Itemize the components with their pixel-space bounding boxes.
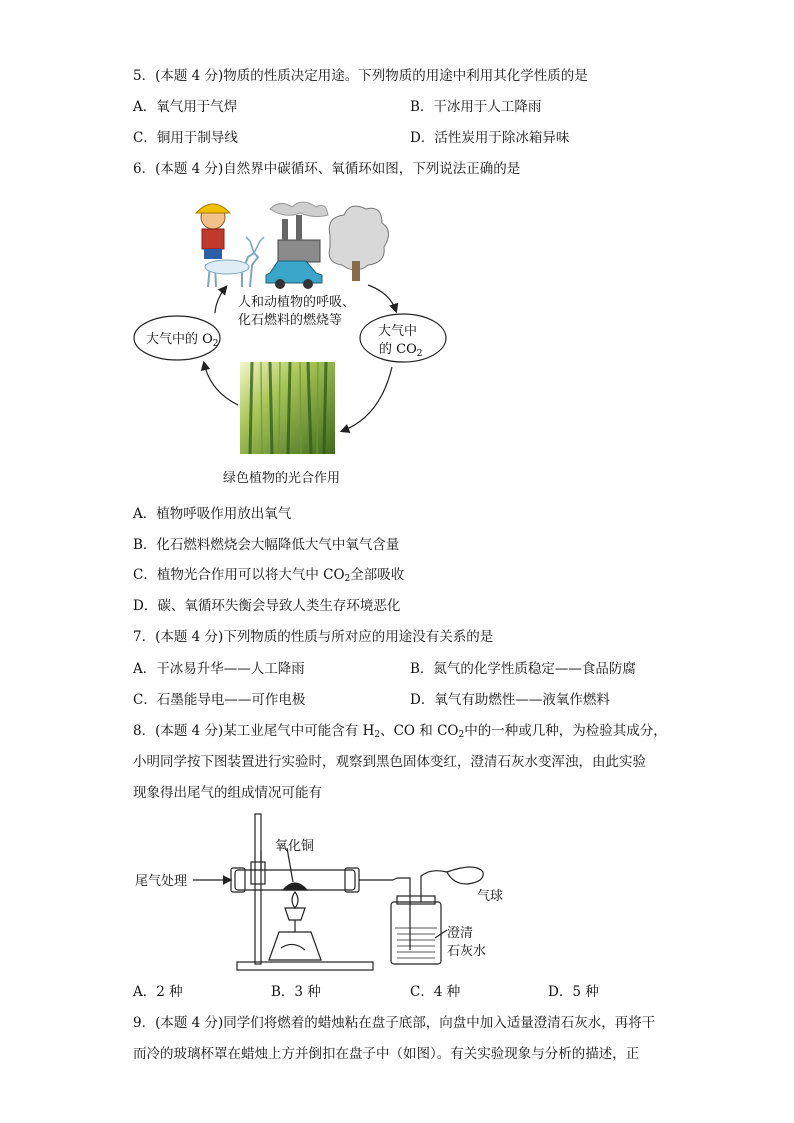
q7-option-a: A．干冰易升华——人工降雨 <box>133 661 305 677</box>
q6-option-a: A．植物呼吸作用放出氧气 <box>133 506 292 522</box>
limewater-label-1: 澄清 <box>447 926 474 941</box>
q5-option-d: D．活性炭用于除冰箱异味 <box>410 130 570 146</box>
q6-option-b: B．化石燃料燃烧会大幅降低大气中氧气含量 <box>133 537 400 553</box>
balloon <box>447 867 483 884</box>
q8-option-d: D．5 种 <box>548 984 599 1000</box>
q5-option-a: A．氧气用于气焊 <box>133 99 238 115</box>
q8-stem-line-3: 现象得出尾气的组成情况可能有 <box>133 785 322 801</box>
q8-option-b: B．3 种 <box>271 984 321 1000</box>
q5-option-b: B．干冰用于人工降雨 <box>410 99 542 115</box>
stand-base <box>237 962 373 970</box>
atmospheric-co2-label-2: 的 $CO_2$ <box>379 342 423 359</box>
apparatus-svg <box>135 810 515 975</box>
q7-option-d: D．氧气有助燃性——液氧作燃料 <box>410 692 610 708</box>
limewater-label-2: 石灰水 <box>447 944 487 959</box>
arrow-co2-to-photosynthesis <box>342 367 392 431</box>
q7-stem: 7．(本题 4 分)下列物质的性质与所对应的用途没有关系的是 <box>133 629 494 645</box>
arrow-respiration-to-co2 <box>368 285 396 311</box>
photosynthesis-label: 绿色植物的光合作用 <box>223 471 341 486</box>
q8-stem-line-1: 8．(本题 4 分)某工业尾气中可能含有 $H_2$、CO 和 $CO_2$中的一种或几种，为检验其成分， <box>133 723 667 740</box>
respiration-combustion-illustration <box>196 202 389 289</box>
stand-rod <box>255 814 261 964</box>
q6-stem: 6．(本题 4 分)自然界中碳循环、氧循环如图，下列说法正确的是 <box>133 161 521 177</box>
carbon-oxygen-cycle-figure <box>130 195 460 495</box>
reduction-apparatus-figure <box>135 810 515 975</box>
q7-option-b: B．氮气的化学性质稳定——食品防腐 <box>410 661 636 677</box>
alcohol-lamp <box>269 932 321 960</box>
tail-gas-label: 尾气处理 <box>135 874 188 889</box>
respiration-label-1: 人和动植物的呼吸、 <box>238 295 356 310</box>
q8-stem-line-2: 小明同学按下图装置进行实验时，观察到黑色固体变红，澄清石灰水变浑浊，由此实验 <box>133 754 646 770</box>
q8-option-c: C．4 种 <box>410 984 461 1000</box>
copper-oxide-label: 氧化铜 <box>275 839 315 854</box>
q9-stem-line-2: 而冷的玻璃杯罩在蜡烛上方并倒扣在盘子中（如图）。有关实验现象与分析的描述，正 <box>133 1046 640 1062</box>
q9-stem-line-1: 9．(本题 4 分)同学们将燃着的蜡烛粘在盘子底部，向盘中加入适量澄清石灰水，再将干 <box>133 1015 656 1031</box>
q6-option-d: D．碳、氧循环失衡会导致人类生存环境恶化 <box>133 598 401 614</box>
arrow-o2-to-respiration <box>215 287 226 313</box>
q5-option-c: C．铜用于制导线 <box>133 130 238 146</box>
q7-option-c: C．石墨能导电——可作电极 <box>133 692 306 708</box>
cycle-diagram-svg <box>130 195 460 495</box>
limewater-bottle <box>391 902 441 964</box>
copper-oxide-pile <box>283 883 307 890</box>
arrow-photosynthesis-to-o2 <box>204 363 238 405</box>
atmospheric-co2-label-1: 大气中 <box>378 324 418 339</box>
q6-option-c: C．植物光合作用可以将大气中 $CO_2$全部吸收 <box>133 567 405 584</box>
balloon-label: 气球 <box>477 889 504 904</box>
q5-stem: 5．(本题 4 分)物质的性质决定用途。下列物质的用途中利用其化学性质的是 <box>133 68 588 84</box>
atmospheric-o2-label: 大气中的 $O_2$ <box>146 332 219 349</box>
respiration-label-2: 化石燃料的燃烧等 <box>238 313 343 328</box>
q8-option-a: A．2 种 <box>133 984 183 1000</box>
